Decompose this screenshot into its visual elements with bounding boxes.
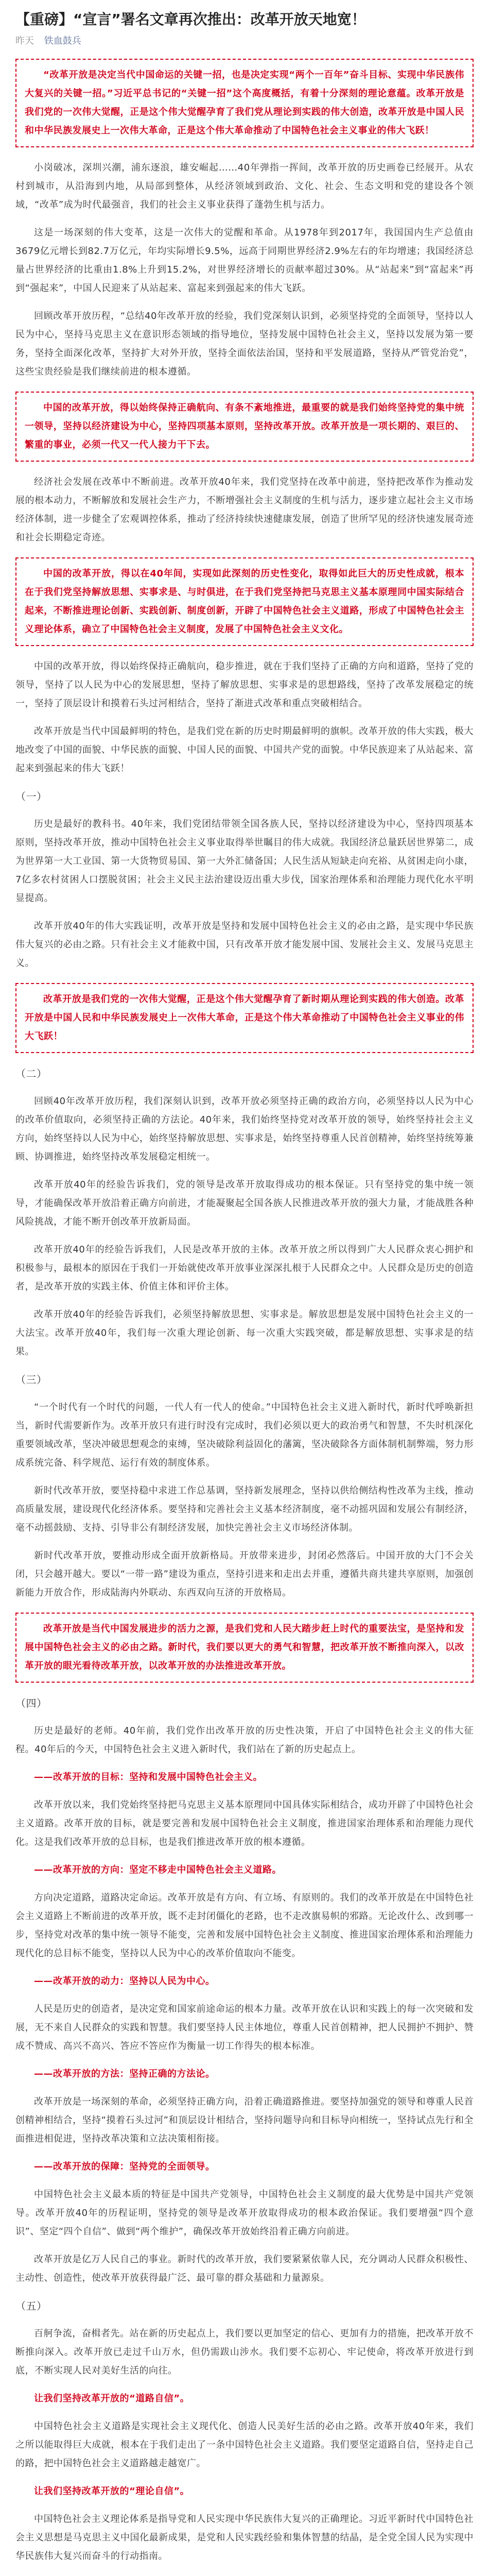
section-number: （二） — [15, 1067, 47, 1080]
author-link[interactable]: 铁血鼓兵 — [44, 36, 81, 46]
paragraph: 改革开放是当代中国最鲜明的特色，是我们党在新的历史时期最鲜明的旗帜。改革开放的伟大实践，极大地改变了中国的面貌、中华民族的面貌、中国人民的面貌、中国共产党的面貌。中华民族迎来了从站起来、富起来到强起来的伟大飞跃！ — [15, 726, 474, 774]
section-number: （一） — [15, 790, 47, 803]
paragraph: 改革开放40年的经验告诉我们，必须坚持解放思想、实事求是。解放思想是发展中国特色社会主义的一大法宝。改革开放40年，我们每一次重大理论创新、每一次重大实践突破，都是解放思想、实事求是的结果。 — [15, 1309, 474, 1357]
paragraph: “改革开放是决定当代中国命运的关键一招，也是决定实现“两个一百年”奋斗目标、实现中华民族伟大复兴的关键一招。”习近平总书记的“关键一招”这个高度概括，有着十分深刻的理论意蕴。改革开放是我们党的一次伟大觉醒，正是这个伟大觉醒孕育了我们党从理论到实践的伟大创造，改革开放是中国人民和中华民族发展史上一次伟大革命，正是这个伟大革命推动了中国特色社会主义事业的伟大飞跃！ — [25, 70, 464, 136]
subheading: ——改革开放的方向：坚定不移走中国特色社会主义道路。 — [34, 1865, 282, 1875]
paragraph: 这是一场深刻的伟大变革，这是一次伟大的觉醒和革命。从1978年到2017年，我国国内生产总值由3679亿元增长到82.7万亿元，年均实际增长9.5%，远高于同期世界经济2.9%左右的年均增速；我国经济总量占世界经济的比重由1.8%上升到15.2%，对世界经济增长的贡献率超过30%。从“站起来”到“富起来”再到“强起来”，中国人民迎来了从站起来、富起来到强起来的伟大飞跃。 — [15, 227, 474, 294]
publish-date: 昨天 — [15, 36, 34, 46]
highlight-box — [15, 392, 474, 462]
paragraph: 小岗破冰，深圳兴潮，浦东逐浪，雄安崛起……40年弹指一挥间，改革开放的历史画卷已经展开。从农村到城市，从沿海到内地，从局部到整体，从经济领域到政治、文化、社会、生态文明和党的建设各个领域，“改革”成为时代最强音，我们的社会主义事业获得了蓬勃生机与活力。 — [15, 162, 474, 210]
subheading: ——改革开放的动力：坚持以人民为中心。 — [34, 1976, 215, 1987]
paragraph: 改革开放40年的伟大实践证明，改革开放是坚持和发展中国特色社会主义的必由之路，是实现中华民族伟大复兴的必由之路。只有社会主义才能救中国，只有改革开放才能发展中国、发展社会主义、发展马克思主义。 — [15, 921, 474, 969]
article-body — [15, 59, 474, 2576]
paragraph: 改革开放是一场深刻的革命，必须坚持正确方向，沿着正确道路推进。要坚持加强党的领导和尊重人民首创精神相结合，坚持“摸着石头过河”和顶层设计相结合，坚持问题导向和目标导向相统一，坚持试点先行和全面推进相促进，坚持改革决策和立法决策相衔接。 — [15, 2096, 474, 2144]
subheading: 让我们坚持改革开放的“理论自信”。 — [34, 2486, 190, 2497]
paragraph: 改革开放40年的经验告诉我们，人民是改革开放的主体。改革开放之所以得到广大人民群众衷心拥护和积极参与，最根本的原因在于我们一开始就使改革开放事业深深扎根于人民群众之中。人民群众是历史的创造者，是改革开放的实践主体、价值主体和评价主体。 — [15, 1244, 474, 1292]
paragraph: 中国特色社会主义理论体系是指导党和人民实现中华民族伟大复兴的正确理论。习近平新时代中国特色社会主义思想是马克思主义中国化最新成果，是党和人民实践经验和集体智慧的结晶，是全党全国人民为实现中华民族伟大复兴而奋斗的行动指南。 — [15, 2514, 474, 2562]
paragraph: 新时代改革开放，要推动形成全面开放新格局。开放带来进步，封闭必然落后。中国开放的大门不会关闭，只会越开越大。要以“一带一路”建设为重点，坚持引进来和走出去并重，遵循共商共建共享原则，加强创新能力开放合作，形成陆海内外联动、东西双向互济的开放格局。 — [15, 1550, 474, 1598]
paragraph: 回顾改革开放历程，“总结40年改革开放的经验，我们党深刻认识到，必须坚持党的全面领导，坚持以人民为中心，坚持马克思主义在意识形态领域的指导地位，坚持发展中国特色社会主义，坚持以发展为第一要务，坚持全面深化改革，坚持扩大对外开放，坚持全面依法治国，坚持和平发展道路，坚持从严管党治党”，这些宝贵经验是我们继续前进的根本遵循。 — [15, 311, 474, 377]
paragraph: 改革开放是亿万人民自己的事业。新时代的改革开放，我们要紧紧依靠人民，充分调动人民群众积极性、主动性、创造性，使改革开放获得最广泛、最可靠的群众基础和力量源泉。 — [15, 2254, 474, 2283]
paragraph: 改革开放以来，我们党始终坚持把马克思主义基本原理同中国具体实际相结合，成功开辟了中国特色社会主义道路。改革开放的目标，就是要完善和发展中国特色社会主义制度，推进国家治理体系和治理能力现代化。这是我们改革开放的总目标，也是我们推进改革开放的根本遵循。 — [15, 1800, 474, 1848]
paragraph: 改革开放是我们党的一次伟大觉醒，正是这个伟大觉醒孕育了新时期从理论到实践的伟大创造。改革开放是中国人民和中华民族发展史上一次伟大革命，正是这个伟大革命推动了中国特色社会主义事业的伟大飞跃！ — [25, 994, 464, 1042]
paragraph: 方向决定道路，道路决定命运。改革开放是有方向、有立场、有原则的。我们的改革开放是在中国特色社会主义道路上不断前进的改革开放，既不走封闭僵化的老路，也不走改旗易帜的邪路。无论改什么、改到哪一步，坚持党对改革的集中统一领导不能变，完善和发展中国特色社会主义制度、推进国家治理体系和治理能力现代化的总目标不能变，坚持以人民为中心的改革价值取向不能变。 — [15, 1892, 474, 1959]
paragraph: 改革开放40年的经验告诉我们，党的领导是改革开放取得成功的根本保证。只有坚持党的集中统一领导，才能确保改革开放沿着正确方向前进，才能凝聚起全国各族人民推进改革开放的强大力量，才能战胜各种风险挑战，才能不断开创改革开放新局面。 — [15, 1179, 474, 1227]
section-number: （四） — [15, 1697, 47, 1709]
article-meta — [15, 34, 474, 48]
highlight-box — [15, 983, 474, 1053]
paragraph: 回顾40年改革开放历程，我们深刻认识到，改革开放必须坚持正确的政治方向，必须坚持以人民为中心的改革价值取向，必须坚持正确的方法论。40年来，我们始终坚持党对改革开放的领导，始终坚持社会主义方向，始终坚持以人民为中心，始终坚持解放思想、实事求是，始终坚持尊重人民首创精神，始终坚持统筹兼顾、协调推进，始终坚持改革发展稳定相统一。 — [15, 1096, 474, 1162]
article-title: 【重磅】“宣言”署名文章再次推出：改革开放天地宽！ — [15, 11, 366, 28]
paragraph: 历史是最好的老师。40年前，我们党作出改革开放的历史性决策，开启了中国特色社会主义的伟大征程。40年后的今天，中国特色社会主义进入新时代，我们站在了新的历史起点上。 — [15, 1725, 474, 1755]
paragraph: 改革开放是当代中国发展进步的活力之源，是我们党和人民大踏步赶上时代的重要法宝，是坚持和发展中国特色社会主义的必由之路。新时代，我们要以更大的勇气和智慧，把改革开放不断推向深入，以改革开放的眼光看待改革开放，以改革开放的办法推进改革开放。 — [25, 1623, 464, 1671]
paragraph: “一个时代有一个时代的问题，一代人有一代人的使命。”中国特色社会主义进入新时代，新时代呼唤新担当，新时代需要新作为。改革开放只有进行时没有完成时，我们必须以更大的政治勇气和智慧，不失时机深化重要领域改革，坚决冲破思想观念的束缚，坚决破除利益固化的藩篱，坚决破除各方面体制机制弊端，努力形成系统完备、科学规范、运行有效的制度体系。 — [15, 1402, 474, 1468]
subheading: ——改革开放的目标：坚持和发展中国特色社会主义。 — [34, 1772, 263, 1783]
paragraph: 中国特色社会主义道路是实现社会主义现代化、创造人民美好生活的必由之路。改革开放40年来，我们之所以能取得巨大成就，根本在于我们走出了一条中国特色社会主义道路。我们要坚定道路自信，坚持走自己的路，把中国特色社会主义道路越走越宽广。 — [15, 2421, 474, 2469]
paragraph: 中国的改革开放，得以始终保持正确航向，稳步推进，就在于我们坚持了正确的方向和道路，坚持了党的领导，坚持了以人民为中心的发展思想，坚持了解放思想、实事求是的思想路线，坚持了改革发展稳定的统一，坚持了顶层设计和摸着石头过河相结合，坚持了渐进式改革和重点突破相结合。 — [15, 661, 474, 709]
paragraph: 中国的改革开放，得以始终保持正确航向、有条不紊地推进，最重要的就是我们始终坚持党的集中统一领导，坚持以经济建设为中心，坚持四项基本原则，坚持改革开放。改革开放是一项长期的、艰巨的、繁重的事业，必须一代又一代人接力干下去。 — [25, 402, 464, 450]
highlight-box — [15, 557, 474, 646]
paragraph: 历史是最好的教科书。40年来，我们党团结带领全国各族人民，坚持以经济建设为中心，坚持四项基本原则，坚持改革开放，推动中国特色社会主义事业取得举世瞩目的伟大成就。我国经济总量跃居世界第二，成为世界第一大工业国、第一大货物贸易国、第一大外汇储备国；人民生活从短缺走向充裕、从贫困走向小康，7亿多农村贫困人口摆脱贫困；社会主义民主法治建设迈出重大步伐，国家治理体系和治理能力现代化水平明显提高。 — [15, 819, 474, 904]
paragraph: 百舸争流，奋楫者先。站在新的历史起点上，我们要以更加坚定的信心、更加有力的措施，把改革开放不断推向深入。改革开放已走过千山万水，但仍需跋山涉水。我们要不忘初心、牢记使命，将改革开放进行到底，不断实现人民对美好生活的向往。 — [15, 2328, 474, 2376]
subheading: ——改革开放的方法：坚持正确的方法论。 — [34, 2069, 215, 2079]
highlight-box — [15, 1613, 474, 1683]
paragraph: 经济社会发展在改革中不断前进。改革开放40年来，我们党坚持在改革中前进，坚持把改革作为推动发展的根本动力，不断解放和发展社会生产力，不断增强社会主义制度的生机与活力，逐步建立起社会主义市场经济体制，进一步健全了宏观调控体系，推动了经济持续快速健康发展，创造了世所罕见的经济快速发展奇迹和社会长期稳定奇迹。 — [15, 477, 474, 543]
highlight-box — [15, 59, 474, 147]
subheading: ——改革开放的保障：坚持党的全面领导。 — [34, 2161, 215, 2172]
paragraph: 人民是历史的创造者，是决定党和国家前途命运的根本力量。改革开放在认识和实践上的每一次突破和发展，无不来自人民群众的实践和智慧。我们要坚持人民主体地位，尊重人民首创精神，把人民拥护不拥护、赞成不赞成、高兴不高兴、答应不答应作为衡量一切工作得失的根本标准。 — [15, 2004, 474, 2052]
section-number: （五） — [15, 2300, 47, 2312]
subheading: 让我们坚持改革开放的“道路自信”。 — [34, 2393, 190, 2404]
section-number: （三） — [15, 1374, 47, 1386]
paragraph: 中国特色社会主义最本质的特征是中国共产党领导，中国特色社会主义制度的最大优势是中国共产党领导。改革开放40年的历程证明，坚持党的领导是改革开放取得成功的根本政治保证。我们要增强“四个意识”、坚定“四个自信”、做到“两个维护”，确保改革开放始终沿着正确方向前进。 — [15, 2189, 474, 2237]
paragraph: 中国的改革开放，得以在40年间，实现如此深刻的历史性变化，取得如此巨大的历史性成就，根本在于我们党坚持解放思想、实事求是、与时俱进，在于我们党坚持把马克思主义基本原理同中国实际结合起来，不断推进理论创新、实践创新、制度创新，开辟了中国特色社会主义道路，形成了中国特色社会主义理论体系，确立了中国特色社会主义制度，发展了中国特色社会主义文化。 — [25, 568, 464, 635]
paragraph: 新时代改革开放，要坚持稳中求进工作总基调，坚持新发展理念，坚持以供给侧结构性改革为主线，推动高质量发展，建设现代化经济体系。要坚持和完善社会主义基本经济制度，毫不动摇巩固和发展公有制经济，毫不动摇鼓励、支持、引导非公有制经济发展，加快完善社会主义市场经济体制。 — [15, 1485, 474, 1533]
